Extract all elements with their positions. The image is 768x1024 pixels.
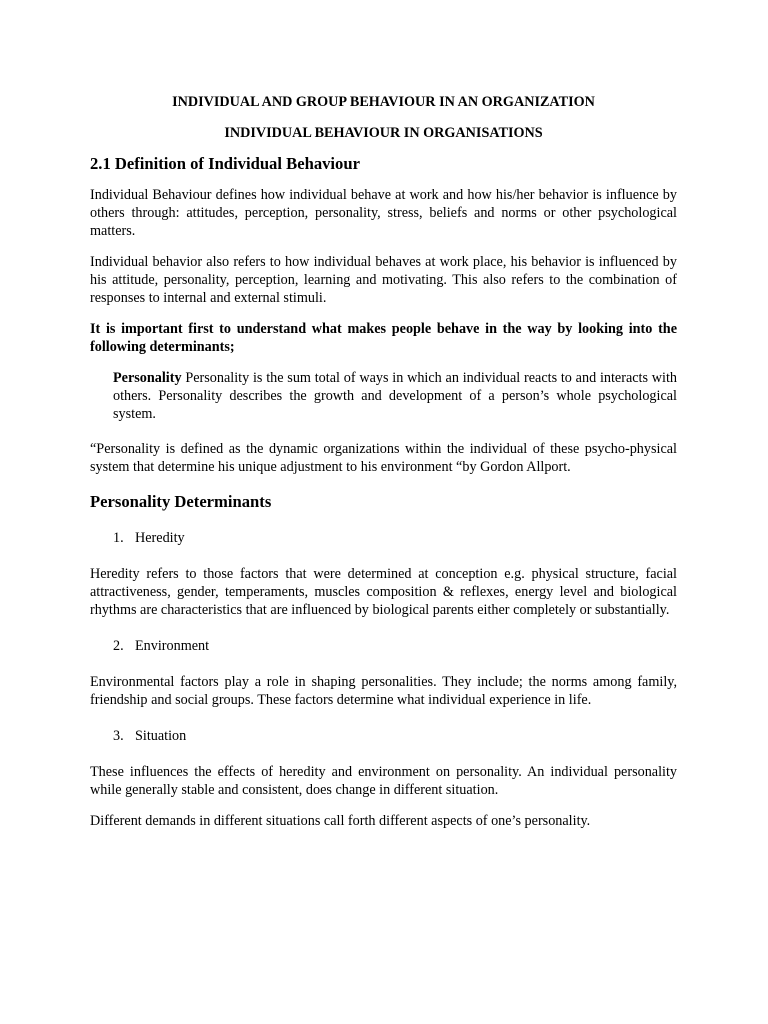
list-item-heredity xyxy=(113,529,677,547)
list-label: Situation xyxy=(135,728,187,744)
list-number: 2. xyxy=(113,638,124,654)
list-label: Environment xyxy=(135,638,210,654)
paragraph-determinants-intro: It is important first to understand what makes people behave in the way by looking into the following determinants; xyxy=(90,321,677,355)
personality-text: Personality is the sum total of ways in which an individual reacts to and interacts with others. Personality describes the growth and development of a person’s whole psychological system. xyxy=(113,370,677,422)
determinants-heading: Personality Determinants xyxy=(90,492,272,511)
allport-quote: “Personality is defined as the dynamic organizations within the individual of these psycho-physical system that determine his unique adjustment to his environment “by Gordon Allport. xyxy=(90,441,677,475)
personality-lead: Personality xyxy=(113,370,182,386)
list-item-situation xyxy=(113,727,677,745)
document-page xyxy=(90,93,677,843)
list-label: Heredity xyxy=(135,530,185,546)
paragraph-heredity: Heredity refers to those factors that were determined at conception e.g. physical structure, facial attractiveness, gender, temperaments, muscles composition & reflexes, energy level and biological rhythms are characteristics that are influenced by biological parents either completely or substantially. xyxy=(90,566,677,618)
paragraph-environment: Environmental factors play a role in shaping personalities. They include; the norms among family, friendship and social groups. These factors determine what individual experience in life. xyxy=(90,674,677,708)
section-heading: 2.1 Definition of Individual Behaviour xyxy=(90,154,360,173)
list-number: 1. xyxy=(113,530,124,546)
personality-block xyxy=(113,369,677,423)
list-item-environment xyxy=(113,637,677,655)
list-number: 3. xyxy=(113,728,124,744)
paragraph-situation: These influences the effects of heredity and environment on personality. An individual personality while generally stable and consistent, does change in different situation. xyxy=(90,764,677,798)
document-title: INDIVIDUAL AND GROUP BEHAVIOUR IN AN ORGANIZATION xyxy=(172,94,595,110)
document-subtitle: INDIVIDUAL BEHAVIOUR IN ORGANISATIONS xyxy=(224,125,543,141)
paragraph-behavior: Individual behavior also refers to how individual behaves at work place, his behavior is influenced by his attitude, personality, perception, learning and motivating. This also refers to the combination of responses to internal and external stimuli. xyxy=(90,254,677,306)
paragraph-definition: Individual Behaviour defines how individual behave at work and how his/her behavior is influence by others through: attitudes, perception, personality, stress, beliefs and norms or other psychological matters. xyxy=(90,187,677,239)
paragraph-situation-demands: Different demands in different situations call forth different aspects of one’s personality. xyxy=(90,813,591,829)
